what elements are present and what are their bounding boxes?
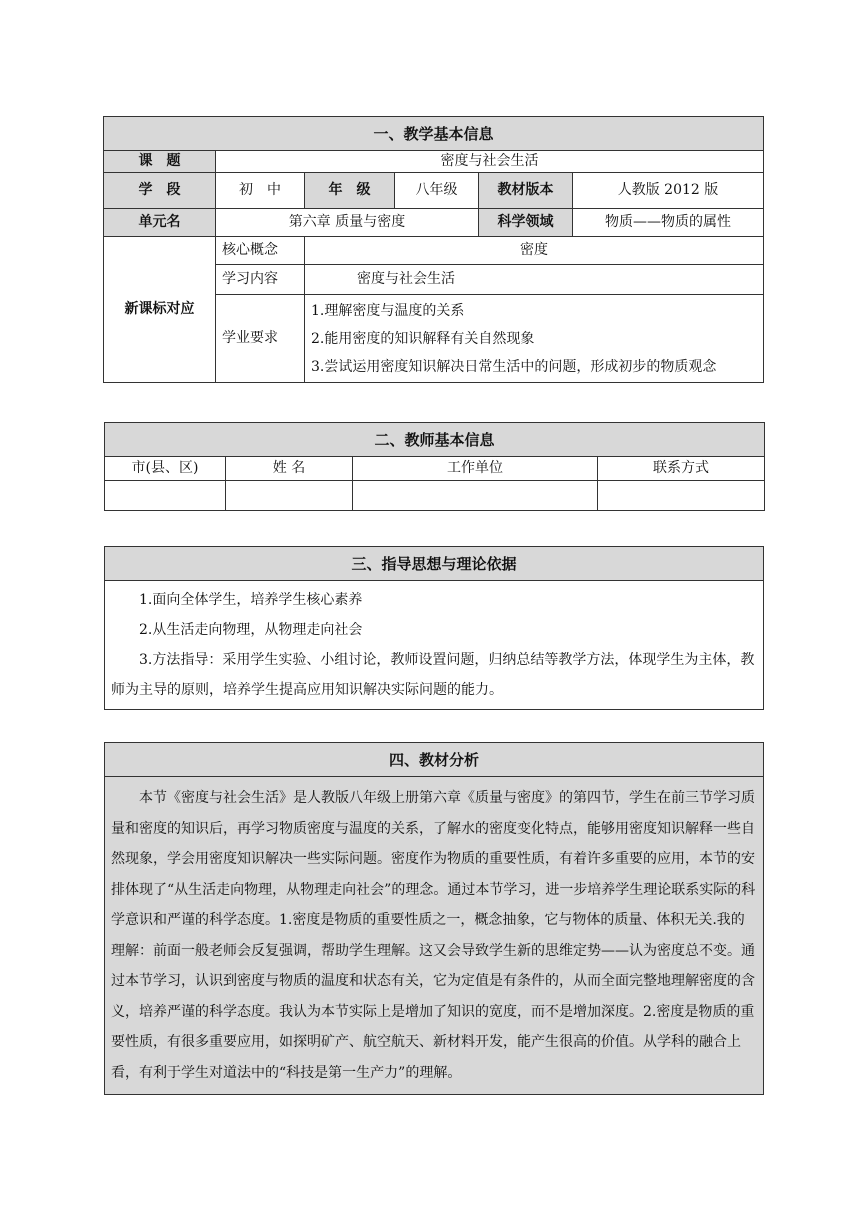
core-value: 密度: [305, 237, 764, 265]
textbook-analysis-table: [104, 742, 764, 1095]
unit-label: 单元名: [104, 209, 216, 237]
content-value: [305, 265, 764, 295]
section-title: 一、教学基本信息: [104, 117, 764, 151]
guiding-table: [104, 546, 764, 710]
core-label: 核心概念: [216, 237, 305, 265]
guiding-item: 2.从生活走向物理，从物理走向社会: [139, 622, 363, 638]
header-unit: 工作单位: [353, 457, 598, 481]
stage-label: 学 段: [104, 173, 216, 209]
guiding-item: 3.方法指导：采用学生实验、小组讨论，教师设置问题，归纳总结等教学方法，体现学生为主体，教师为主导的原则，培养学生提高应用知识解决实际问题的能力。: [111, 652, 755, 698]
analysis-content: [105, 777, 764, 1095]
field-label: 科学领域: [479, 209, 573, 237]
header-city: 市(县、区): [105, 457, 226, 481]
header-name: 姓 名: [226, 457, 353, 481]
guiding-item: 1.面向全体学生，培养学生核心素养: [139, 592, 363, 608]
content-label: 学习内容: [216, 265, 305, 295]
topic-value: 密度与社会生活: [216, 151, 764, 173]
teaching-info-table: [103, 116, 764, 383]
name-cell[interactable]: [226, 481, 353, 511]
topic-label: 课 题: [104, 151, 216, 173]
analysis-text: 本节《密度与社会生活》是人教版八年级上册第六章《质量与密度》的第四节，学生在前三节学习质量和密度的知识后，再学习物质密度与温度的关系，了解水的密度变化特点，能够用密度知识解释一些自然现象，学会用密度知识解决一些实际问题。密度作为物质的重要性质，有着许多重要的应用，本节的安排体现了“从生活走向物理，从物理走向社会”的理念。通过本节学习，进一步培养学生理论联系实际的科学意识和严谨的科学态度。1.密度是物质的重要性质之一，概念抽象，它与物体的质量、体积无关.我的理解：前面一般老师会反复强调，帮助学生理解。这又会导致学生新的思维定势——认为密度总不变。通过本节学习，认识到密度与物质的温度和状态有关，它为定值是有条件的，从而全面完整地理解密度的含义，培养严谨的科学态度。我认为本节实际上是增加了知识的宽度，而不是增加深度。2.密度是物质的重要性质，有很多重要应用，如探明矿产、航空航天、新材料开发，能产生很高的价值。从学科的融合上看，有利于学生对道法中的“科技是第一生产力”的理解。: [111, 790, 756, 1081]
content-text: 密度与社会生活: [357, 271, 455, 288]
req-label: 学业要求: [216, 295, 305, 383]
section-title: 三、指导思想与理论依据: [105, 547, 764, 581]
standard-label: 新课标对应: [104, 237, 216, 383]
grade-label: 年 级: [305, 173, 395, 209]
section-title: 四、教材分析: [105, 743, 764, 777]
unit-value: 第六章 质量与密度: [216, 209, 479, 237]
grade-value: 八年级: [395, 173, 479, 209]
teacher-info-table: [104, 422, 765, 511]
contact-cell[interactable]: [598, 481, 765, 511]
section-title: 二、教师基本信息: [105, 423, 765, 457]
city-cell[interactable]: [105, 481, 226, 511]
req-item: 1.理解密度与温度的关系: [311, 302, 465, 319]
field-value: 物质——物质的属性: [573, 209, 764, 237]
guiding-content: [105, 581, 764, 710]
req-item: 3.尝试运用密度知识解决日常生活中的问题，形成初步的物质观念: [311, 358, 717, 375]
stage-value: 初 中: [216, 173, 305, 209]
req-item: 2.能用密度的知识解释有关自然现象: [311, 330, 535, 347]
edition-value: 人教版 2012 版: [573, 173, 764, 209]
unit-cell[interactable]: [353, 481, 598, 511]
edition-label: 教材版本: [479, 173, 573, 209]
header-contact: 联系方式: [598, 457, 765, 481]
req-list: [305, 295, 764, 383]
